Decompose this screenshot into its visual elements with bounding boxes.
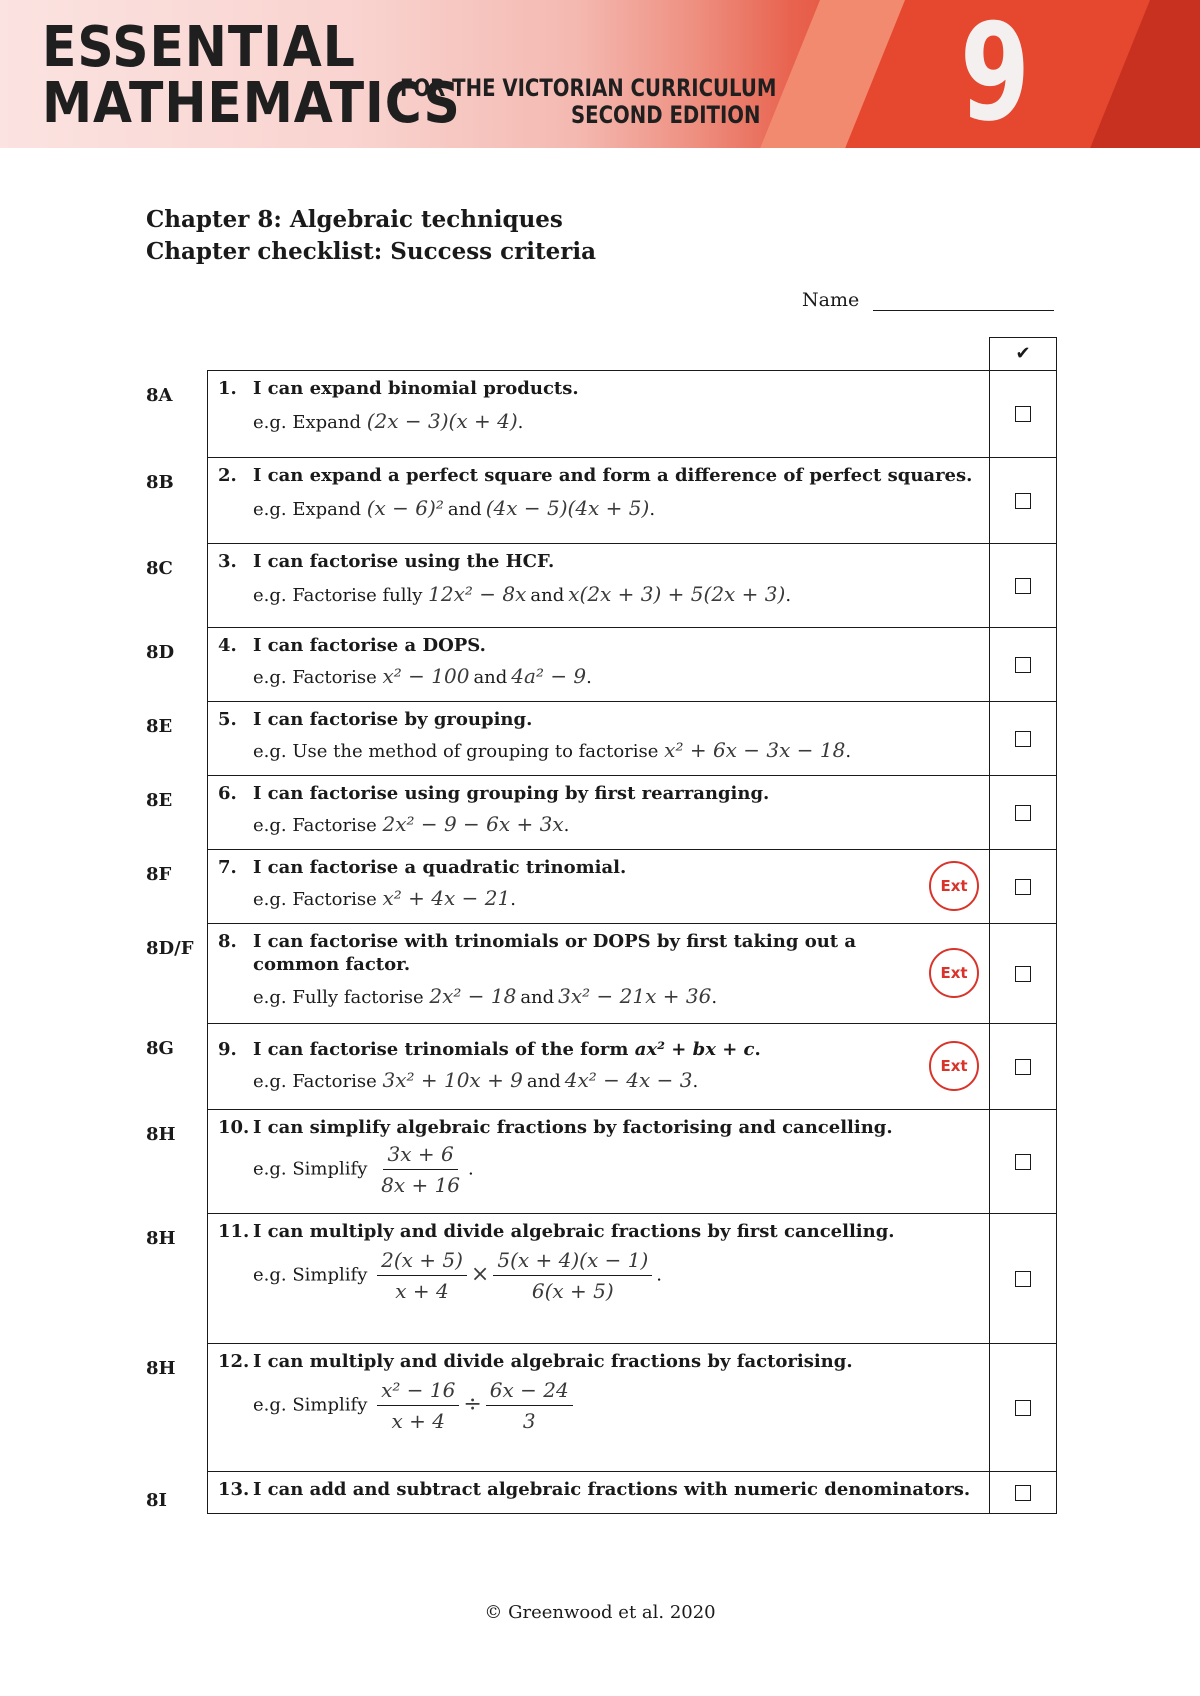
example-join: and	[520, 986, 555, 1008]
extension-badge: Ext	[929, 948, 979, 998]
example-end: .	[845, 741, 852, 763]
example-fraction	[377, 1377, 459, 1434]
example-expression: 3x² − 21x + 36	[558, 983, 712, 1008]
criteria-row	[146, 924, 1057, 1024]
checkbox[interactable]	[1015, 657, 1031, 673]
fraction-numerator: 6x − 24	[486, 1377, 573, 1406]
criteria-text: I can factorise a DOPS.	[253, 635, 486, 656]
example-label: e.g. Expand	[253, 412, 361, 434]
example-end: .	[711, 986, 718, 1008]
example-label: e.g. Expand	[253, 499, 361, 521]
criteria-text: I can factorise a quadratic trinomial.	[253, 857, 627, 878]
example-expression: 12x² − 8x	[428, 582, 527, 607]
checkbox-cell	[990, 850, 1056, 923]
checkbox[interactable]	[1015, 879, 1031, 895]
example-end: .	[586, 667, 592, 689]
example-label: e.g. Simplify	[253, 1394, 368, 1416]
checkbox[interactable]	[1015, 1154, 1031, 1170]
fraction-denominator: x + 4	[391, 1409, 445, 1434]
criteria-row	[146, 702, 1057, 776]
criteria-cell	[146, 924, 990, 1023]
criteria-row	[146, 458, 1057, 544]
checkbox[interactable]	[1015, 1271, 1031, 1287]
success-criteria-table	[146, 370, 1057, 1514]
example-expression: (2x − 3)(x + 4)	[366, 409, 518, 434]
criteria-row	[146, 1344, 1057, 1472]
criteria-row	[146, 628, 1057, 702]
example-expression: 2x² − 9 − 6x + 3x	[382, 812, 564, 837]
example-end: .	[692, 1071, 699, 1093]
criteria-number: 4.	[218, 635, 237, 656]
checkbox-cell	[990, 1214, 1056, 1343]
example-join: and	[530, 585, 565, 607]
checkbox[interactable]	[1015, 1400, 1031, 1416]
example-fraction	[486, 1377, 573, 1434]
criteria-cell: 8G 9. I can factorise trinomials of the form ax² + bx + c . e.g. Factorise 3x² + 10x + 9 and 4x² − 4x − 3. Ext	[208, 1024, 990, 1109]
name-label: Name	[802, 289, 860, 311]
criteria-number: 6.	[218, 783, 237, 804]
example-label: e.g. Factorise	[253, 815, 377, 837]
example-expression: x² − 100	[382, 664, 470, 689]
example-end: .	[649, 499, 656, 521]
example-label: e.g. Factorise	[253, 889, 377, 911]
criteria-text: I can factorise using grouping by first rearranging.	[253, 783, 770, 804]
tick-column-header: ✔	[989, 337, 1057, 371]
checkbox[interactable]	[1015, 1485, 1031, 1501]
criteria-row	[146, 1110, 1057, 1214]
section-code: 8G	[146, 1038, 174, 1059]
example-fraction	[377, 1141, 464, 1198]
fraction-numerator: 2(x + 5)	[377, 1247, 467, 1276]
checkbox-cell	[990, 544, 1056, 627]
criteria-row	[146, 776, 1057, 850]
criteria-cell	[146, 1344, 990, 1471]
example-expression: x² + 4x − 21	[382, 886, 511, 911]
criteria-cell	[146, 1214, 990, 1343]
operator-symbol: ×	[470, 1262, 490, 1288]
operator-symbol: ÷	[463, 1392, 482, 1418]
criteria-number: 5.	[218, 709, 237, 730]
checkbox-cell	[990, 702, 1056, 775]
criteria-text: I can expand binomial products.	[253, 378, 579, 399]
section-code: 8C	[146, 558, 173, 579]
criteria-number: 12.	[218, 1351, 250, 1372]
example-label: e.g. Use the method of grouping to factorise	[253, 741, 659, 763]
chapter-title: Chapter 8: Algebraic techniques	[146, 206, 563, 233]
criteria-row	[146, 1214, 1057, 1344]
banner-title-line1: ESSENTIAL	[42, 15, 356, 80]
criteria-text: I can factorise by grouping.	[253, 709, 533, 730]
fraction-denominator: x + 4	[395, 1279, 449, 1304]
criteria-number: 3.	[218, 551, 237, 572]
criteria-cell	[146, 702, 990, 775]
criteria-cell	[146, 1472, 990, 1513]
example-label: e.g. Fully factorise	[253, 986, 424, 1008]
criteria-cell	[146, 850, 990, 923]
section-code: 8I	[146, 1490, 167, 1511]
banner-title-line2: MATHEMATICS	[42, 71, 461, 136]
criteria-number: 8.	[218, 931, 237, 952]
criteria-text: I can simplify algebraic fractions by factorising and cancelling.	[253, 1117, 893, 1138]
checkbox-cell	[990, 1472, 1056, 1513]
criteria-text: I can multiply and divide algebraic fractions by first cancelling.	[253, 1221, 895, 1242]
section-code: 8B	[146, 472, 174, 493]
criteria-cell	[146, 458, 990, 543]
example-join: and	[473, 667, 508, 689]
section-code: 8D	[146, 642, 175, 663]
example-fraction	[377, 1247, 467, 1304]
section-code: 8E	[146, 790, 173, 811]
example-end: .	[563, 815, 570, 837]
checkbox[interactable]	[1015, 493, 1031, 509]
example-expression: (4x − 5)(4x + 5)	[485, 496, 650, 521]
example-label: e.g. Factorise fully	[253, 585, 423, 607]
example-join: and	[447, 499, 482, 521]
example-join: and	[526, 1071, 561, 1093]
criteria-text: I can factorise using the HCF.	[253, 551, 555, 572]
fraction-denominator: 3	[522, 1409, 536, 1434]
criteria-number: 13.	[218, 1479, 250, 1500]
criteria-cell	[146, 544, 990, 627]
fraction-denominator: 8x + 16	[381, 1173, 461, 1198]
section-code: 8H	[146, 1358, 176, 1379]
checkbox-cell	[990, 1344, 1056, 1471]
checkbox[interactable]	[1015, 966, 1031, 982]
criteria-cell	[146, 371, 990, 457]
criteria-row	[146, 544, 1057, 628]
example-expression: x² + 6x − 3x − 18	[664, 738, 846, 763]
checkbox-cell	[990, 1110, 1056, 1213]
checkbox-cell	[990, 924, 1056, 1023]
criteria-row	[146, 370, 1057, 458]
example-end: .	[468, 1158, 474, 1180]
fraction-numerator: 5(x + 4)(x − 1)	[493, 1247, 652, 1276]
checkbox[interactable]	[1015, 805, 1031, 821]
section-code: 8H	[146, 1228, 176, 1249]
criteria-number: 2.	[218, 465, 237, 486]
year-level-number: 9	[960, 0, 1030, 148]
checkbox[interactable]	[1015, 1059, 1031, 1075]
example-label: e.g. Factorise	[253, 667, 377, 689]
criteria-number: 1.	[218, 378, 237, 399]
example-expression: (x − 6)²	[366, 496, 444, 521]
fraction-denominator: 6(x + 5)	[531, 1279, 614, 1304]
criteria-text: I can multiply and divide algebraic fractions by factorising.	[253, 1351, 853, 1372]
checkbox[interactable]	[1015, 731, 1031, 747]
banner-subtitle-line1: FOR THE VICTORIAN CURRICULUM	[400, 74, 777, 102]
checklist-title: Chapter checklist: Success criteria	[146, 238, 596, 265]
criteria-expression: ax² + bx + c	[634, 1039, 755, 1060]
example-label: e.g. Simplify	[253, 1264, 368, 1286]
criteria-number: 10.	[218, 1117, 250, 1138]
example-expression: x(2x + 3) + 5(2x + 3)	[568, 582, 786, 607]
checkbox-cell	[990, 371, 1056, 457]
example-label: e.g. Simplify	[253, 1158, 368, 1180]
criteria-cell	[146, 628, 990, 701]
criteria-number: 11.	[218, 1221, 250, 1242]
criteria-number: 9.	[218, 1039, 237, 1060]
criteria-text: I can expand a perfect square and form a difference of perfect squares.	[253, 465, 973, 486]
criteria-text: I can factorise trinomials of the form	[253, 1039, 629, 1060]
fraction-numerator: x² − 16	[377, 1377, 459, 1406]
example-end: .	[656, 1264, 662, 1286]
example-expression: 4x² − 4x − 3	[564, 1068, 693, 1093]
criteria-cell	[146, 1110, 990, 1213]
criteria-text: I can factorise with trinomials or DOPS by first taking out a common factor.	[253, 931, 857, 976]
checkbox-cell	[990, 628, 1056, 701]
criteria-row	[146, 1024, 1057, 1110]
criteria-text: I can add and subtract algebraic fractions with numeric denominators.	[253, 1479, 971, 1500]
checkbox-cell	[990, 458, 1056, 543]
banner-subtitle-line2: SECOND EDITION	[571, 101, 761, 129]
copyright-footer: © Greenwood et al. 2020	[484, 1602, 716, 1623]
extension-badge: Ext	[929, 1041, 979, 1091]
example-expression: 3x² + 10x + 9	[382, 1068, 523, 1093]
example-fraction	[493, 1247, 652, 1304]
section-code: 8E	[146, 716, 173, 737]
section-code: 8A	[146, 385, 173, 406]
section-code: 8F	[146, 864, 172, 885]
criteria-row	[146, 850, 1057, 924]
example-end: .	[510, 889, 516, 911]
section-code: 8D/F	[146, 938, 194, 959]
example-expression: 2x² − 18	[429, 983, 517, 1008]
criteria-row	[146, 1472, 1057, 1514]
example-end: .	[517, 412, 524, 434]
checkbox-cell	[990, 776, 1056, 849]
checkbox[interactable]	[1015, 406, 1031, 422]
fraction-numerator: 3x + 6	[383, 1141, 457, 1170]
header-banner	[0, 0, 1200, 148]
example-label: e.g. Factorise	[253, 1071, 377, 1093]
name-field-line[interactable]	[873, 310, 1054, 311]
example-end: .	[785, 585, 792, 607]
extension-badge: Ext	[929, 861, 979, 911]
section-code: 8H	[146, 1124, 176, 1145]
checkbox[interactable]	[1015, 578, 1031, 594]
criteria-cell	[146, 776, 990, 849]
criteria-number: 7.	[218, 857, 237, 878]
checkbox-cell	[990, 1024, 1056, 1109]
example-expression: 4a² − 9	[511, 664, 587, 689]
